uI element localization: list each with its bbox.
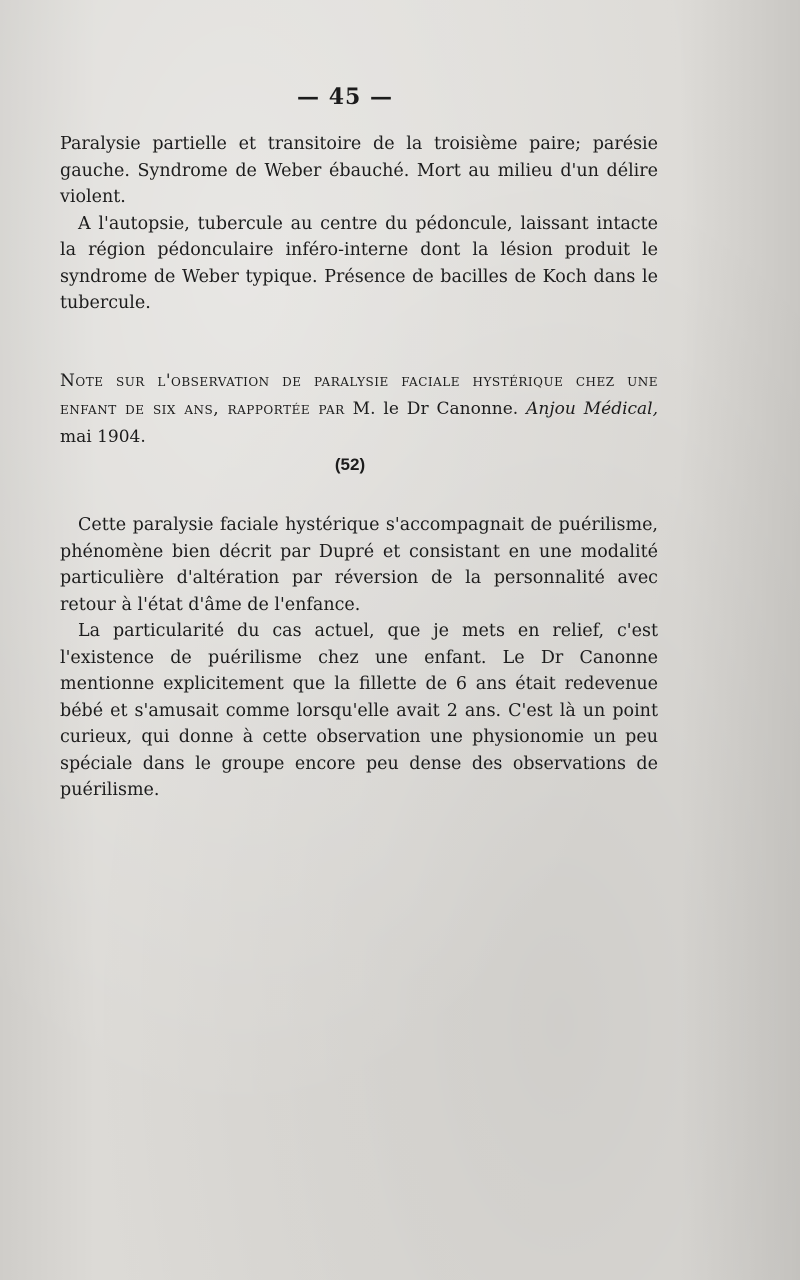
observation-continuation [60,131,658,317]
note-body [60,512,658,804]
note-journal: Anjou Médical, [526,399,659,419]
reference-number: (52) [334,455,366,474]
note-date: mai 1904. [60,427,146,447]
paragraph-particularity: La particularité du cas actuel, que je mets en relief, c'est l'existence de puérilisme chez une enfant. Le Dr Canonne mentionne explicitement que la fillette de 6 ans était redevenue bébé et s'amusait comme lorsqu'elle avait 2 ans. C'est là un point curieux, qui donne à cette observation une physionomie un peu spéciale dans le groupe encore peu dense des observations de puérilisme. [60,621,658,800]
paragraph-autopsy: A l'autopsie, tubercule au centre du pédoncule, laissant intacte la région pédonculaire inféro-interne dont la lésion produit le syndrome de Weber typique. Présence de bacilles de Koch dans le tubercule. [60,213,658,313]
note-heading [60,367,658,451]
paragraph-puerilism: Cette paralysie faciale hystérique s'accompagnait de puérilisme, phénomène bien décrit par Dupré et consistant en une modalité particulière d'altération par réversion de la personnalité avec retour à l'état d'âme de l'enfance. [60,515,658,615]
paragraph-symptoms: Paralysie partielle et transitoire de la troisième paire; parésie gauche. Syndrome de Weber ébauché. Mort au milieu d'un délire violent. [60,134,658,207]
page-number: — 45 — [297,84,393,110]
note-author: M. le Dr Canonne. [352,399,519,419]
note-title: Note sur l'observation de paralysie faciale hystérique chez une enfant de six ans, rapportée par [60,371,658,419]
